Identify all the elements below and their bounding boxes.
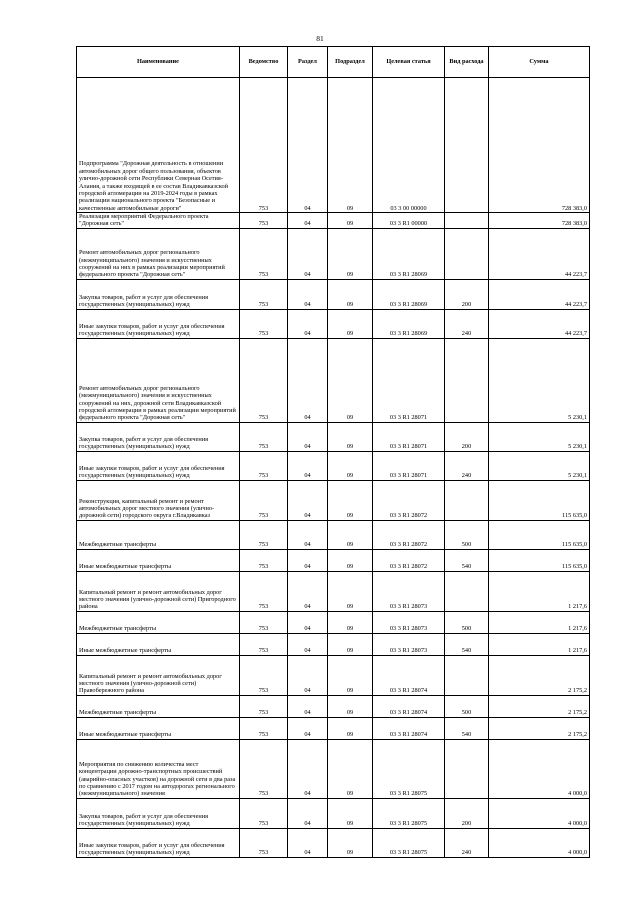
cell-razdel: 04 [288, 451, 328, 480]
cell-razdel: 04 [288, 213, 328, 229]
cell-razdel: 04 [288, 633, 328, 655]
cell-name: Капитальный ремонт и ремонт автомобильных дорог местного значения (улично-дорожной сети) Пригородного района [77, 571, 240, 611]
cell-podrazdel: 09 [328, 228, 373, 279]
cell-vid [445, 655, 489, 695]
header-vedomstvo: Ведомство [240, 47, 288, 78]
cell-celevaya: 03 3 R1 28072 [373, 549, 445, 571]
cell-summa: 2 175,2 [489, 717, 590, 739]
table-row [77, 228, 590, 279]
cell-name: Реализация мероприятий Федерального проекта "Дорожная сеть" [77, 213, 240, 229]
cell-summa: 4 000,0 [489, 739, 590, 798]
cell-vid: 500 [445, 611, 489, 633]
cell-celevaya: 03 3 R1 00000 [373, 213, 445, 229]
cell-vedomstvo: 753 [240, 611, 288, 633]
cell-vedomstvo: 753 [240, 633, 288, 655]
cell-vid [445, 480, 489, 520]
cell-name: Закупка товаров, работ и услуг для обеспечения государственных (муниципальных) нужд [77, 279, 240, 309]
cell-vid: 540 [445, 633, 489, 655]
cell-summa: 1 217,6 [489, 633, 590, 655]
cell-razdel: 04 [288, 695, 328, 717]
cell-podrazdel: 09 [328, 549, 373, 571]
cell-summa: 2 175,2 [489, 655, 590, 695]
cell-vid: 240 [445, 309, 489, 338]
cell-razdel: 04 [288, 338, 328, 422]
cell-summa: 44 223,7 [489, 228, 590, 279]
cell-vedomstvo: 753 [240, 798, 288, 828]
cell-razdel: 04 [288, 611, 328, 633]
table-row [77, 739, 590, 798]
cell-vedomstvo: 753 [240, 480, 288, 520]
cell-name: Иные межбюджетные трансферты [77, 717, 240, 739]
cell-razdel: 04 [288, 828, 328, 857]
cell-summa: 4 000,0 [489, 798, 590, 828]
cell-podrazdel: 09 [328, 422, 373, 451]
cell-vid [445, 338, 489, 422]
cell-celevaya: 03 3 R1 28069 [373, 279, 445, 309]
cell-vedomstvo: 753 [240, 309, 288, 338]
cell-vid: 500 [445, 520, 489, 549]
cell-podrazdel: 09 [328, 338, 373, 422]
cell-name: Межбюджетные трансферты [77, 695, 240, 717]
cell-celevaya: 03 3 R1 28073 [373, 571, 445, 611]
cell-vedomstvo: 753 [240, 422, 288, 451]
header-celevaya: Целевая статья [373, 47, 445, 78]
header-summa: Сумма [489, 47, 590, 78]
cell-razdel: 04 [288, 279, 328, 309]
cell-podrazdel: 09 [328, 78, 373, 213]
cell-summa: 1 217,6 [489, 611, 590, 633]
table-row [77, 633, 590, 655]
cell-summa: 44 223,7 [489, 279, 590, 309]
table-row [77, 549, 590, 571]
cell-name: Межбюджетные трансферты [77, 611, 240, 633]
cell-celevaya: 03 3 R1 28073 [373, 633, 445, 655]
page-number: 81 [316, 34, 324, 43]
cell-name: Иные закупки товаров, работ и услуг для обеспечения государственных (муниципальных) нужд [77, 451, 240, 480]
cell-vedomstvo: 753 [240, 828, 288, 857]
cell-vid: 540 [445, 549, 489, 571]
cell-vedomstvo: 753 [240, 213, 288, 229]
cell-name: Иные закупки товаров, работ и услуг для обеспечения государственных (муниципальных) нужд [77, 309, 240, 338]
cell-summa: 2 175,2 [489, 695, 590, 717]
cell-podrazdel: 09 [328, 717, 373, 739]
cell-summa: 728 383,0 [489, 213, 590, 229]
cell-name: Закупка товаров, работ и услуг для обеспечения государственных (муниципальных) нужд [77, 798, 240, 828]
cell-name: Иные закупки товаров, работ и услуг для обеспечения государственных (муниципальных) нужд [77, 828, 240, 857]
cell-razdel: 04 [288, 798, 328, 828]
cell-razdel: 04 [288, 717, 328, 739]
cell-vid [445, 228, 489, 279]
header-razdel: Раздел [288, 47, 328, 78]
cell-podrazdel: 09 [328, 571, 373, 611]
cell-vid: 500 [445, 695, 489, 717]
cell-summa: 115 635,0 [489, 520, 590, 549]
cell-razdel: 04 [288, 422, 328, 451]
cell-vedomstvo: 753 [240, 571, 288, 611]
table-row [77, 571, 590, 611]
cell-name: Закупка товаров, работ и услуг для обеспечения государственных (муниципальных) нужд [77, 422, 240, 451]
table-row [77, 717, 590, 739]
cell-celevaya: 03 3 R1 28071 [373, 451, 445, 480]
table-row [77, 798, 590, 828]
cell-celevaya: 03 3 R1 28071 [373, 338, 445, 422]
cell-summa: 4 000,0 [489, 828, 590, 857]
cell-summa: 728 383,0 [489, 78, 590, 213]
cell-name: Межбюджетные трансферты [77, 520, 240, 549]
cell-vedomstvo: 753 [240, 520, 288, 549]
cell-vid [445, 739, 489, 798]
cell-vid: 200 [445, 422, 489, 451]
cell-summa: 5 230,1 [489, 422, 590, 451]
table-row [77, 520, 590, 549]
cell-summa: 5 230,1 [489, 451, 590, 480]
cell-podrazdel: 09 [328, 451, 373, 480]
cell-name: Иные межбюджетные трансферты [77, 549, 240, 571]
cell-celevaya: 03 3 R1 28069 [373, 228, 445, 279]
cell-razdel: 04 [288, 228, 328, 279]
cell-vedomstvo: 753 [240, 78, 288, 213]
cell-podrazdel: 09 [328, 480, 373, 520]
cell-podrazdel: 09 [328, 309, 373, 338]
cell-vid: 240 [445, 451, 489, 480]
cell-razdel: 04 [288, 571, 328, 611]
cell-vedomstvo: 753 [240, 695, 288, 717]
cell-summa: 5 230,1 [489, 338, 590, 422]
table-row [77, 451, 590, 480]
header-vid: Вид расхода [445, 47, 489, 78]
cell-celevaya: 03 3 R1 28074 [373, 655, 445, 695]
table-row [77, 338, 590, 422]
cell-vedomstvo: 753 [240, 228, 288, 279]
header-podrazdel: Подраздел [328, 47, 373, 78]
cell-podrazdel: 09 [328, 695, 373, 717]
cell-vid [445, 213, 489, 229]
header-row [77, 47, 590, 78]
cell-podrazdel: 09 [328, 655, 373, 695]
cell-podrazdel: 09 [328, 611, 373, 633]
cell-podrazdel: 09 [328, 279, 373, 309]
cell-podrazdel: 09 [328, 520, 373, 549]
cell-vid: 540 [445, 717, 489, 739]
cell-podrazdel: 09 [328, 828, 373, 857]
cell-vid: 200 [445, 798, 489, 828]
cell-name: Реконструкция, капитальный ремонт и ремонт автомобильных дорог местного значения (улично-дорожной сети) городского округа г.Владикавказ [77, 480, 240, 520]
cell-summa: 44 223,7 [489, 309, 590, 338]
cell-name: Ремонт автомобильных дорог регионального (межмуниципального) значения и искусственных сооружений на них в рамках реализации мероприятий федерального проекта "Дорожная сеть" [77, 228, 240, 279]
cell-podrazdel: 09 [328, 213, 373, 229]
table-row [77, 78, 590, 213]
cell-razdel: 04 [288, 655, 328, 695]
cell-podrazdel: 09 [328, 739, 373, 798]
cell-razdel: 04 [288, 78, 328, 213]
cell-name: Иные межбюджетные трансферты [77, 633, 240, 655]
cell-vedomstvo: 753 [240, 717, 288, 739]
cell-razdel: 04 [288, 739, 328, 798]
cell-celevaya: 03 3 R1 28069 [373, 309, 445, 338]
cell-celevaya: 03 3 R1 28074 [373, 695, 445, 717]
cell-name: Ремонт автомобильных дорог регионального (межмуниципального) значения и искусственных сооружений на них, дорожной сети Владикавказской городской агломерации в рамках реализации мероприятий федерального проекта "Дорожная сеть" [77, 338, 240, 422]
cell-razdel: 04 [288, 520, 328, 549]
cell-celevaya: 03 3 R1 28074 [373, 717, 445, 739]
cell-summa: 1 217,6 [489, 571, 590, 611]
table-row [77, 309, 590, 338]
cell-vedomstvo: 753 [240, 279, 288, 309]
cell-vid: 200 [445, 279, 489, 309]
cell-vid [445, 571, 489, 611]
table-row [77, 480, 590, 520]
table-row [77, 213, 590, 229]
budget-table [76, 46, 590, 858]
cell-vid: 240 [445, 828, 489, 857]
cell-razdel: 04 [288, 309, 328, 338]
cell-summa: 115 635,0 [489, 549, 590, 571]
cell-podrazdel: 09 [328, 798, 373, 828]
table-row [77, 655, 590, 695]
cell-vedomstvo: 753 [240, 655, 288, 695]
cell-summa: 115 635,0 [489, 480, 590, 520]
cell-name: Капитальный ремонт и ремонт автомобильных дорог местного значения (улично-дорожной сети) Правобережного района [77, 655, 240, 695]
cell-vedomstvo: 753 [240, 338, 288, 422]
cell-celevaya: 03 3 R1 28073 [373, 611, 445, 633]
cell-celevaya: 03 3 R1 28072 [373, 520, 445, 549]
cell-celevaya: 03 3 00 00000 [373, 78, 445, 213]
cell-name: Подпрограмма "Дорожная деятельность в отношении автомобильных дорог общего пользования, объектов улично-дорожной сети Республики Северная Осетия-Алания, а также входящей в ее состав Владикавказской городской агломерации на 2019-2024 годы в рамках реализации национального проекта "Безопасные и качественные автомобильные дороги" [77, 78, 240, 213]
cell-razdel: 04 [288, 549, 328, 571]
table-row [77, 279, 590, 309]
cell-celevaya: 03 3 R1 28075 [373, 739, 445, 798]
header-name: Наименование [77, 47, 240, 78]
cell-vedomstvo: 753 [240, 549, 288, 571]
cell-vid [445, 78, 489, 213]
table-row [77, 611, 590, 633]
cell-podrazdel: 09 [328, 633, 373, 655]
table-row [77, 695, 590, 717]
cell-razdel: 04 [288, 480, 328, 520]
cell-name: Мероприятия по снижению количества мест концентрации дорожно-транспортных происшествий (аварийно-опасных участков) на дорожной сети в два раза по сравнению с 2017 годом на автодорогах регионального (межмуниципального) значения [77, 739, 240, 798]
cell-celevaya: 03 3 R1 28075 [373, 798, 445, 828]
table-row [77, 828, 590, 857]
cell-vedomstvo: 753 [240, 739, 288, 798]
cell-celevaya: 03 3 R1 28075 [373, 828, 445, 857]
table-row [77, 422, 590, 451]
cell-celevaya: 03 3 R1 28071 [373, 422, 445, 451]
cell-celevaya: 03 3 R1 28072 [373, 480, 445, 520]
cell-vedomstvo: 753 [240, 451, 288, 480]
